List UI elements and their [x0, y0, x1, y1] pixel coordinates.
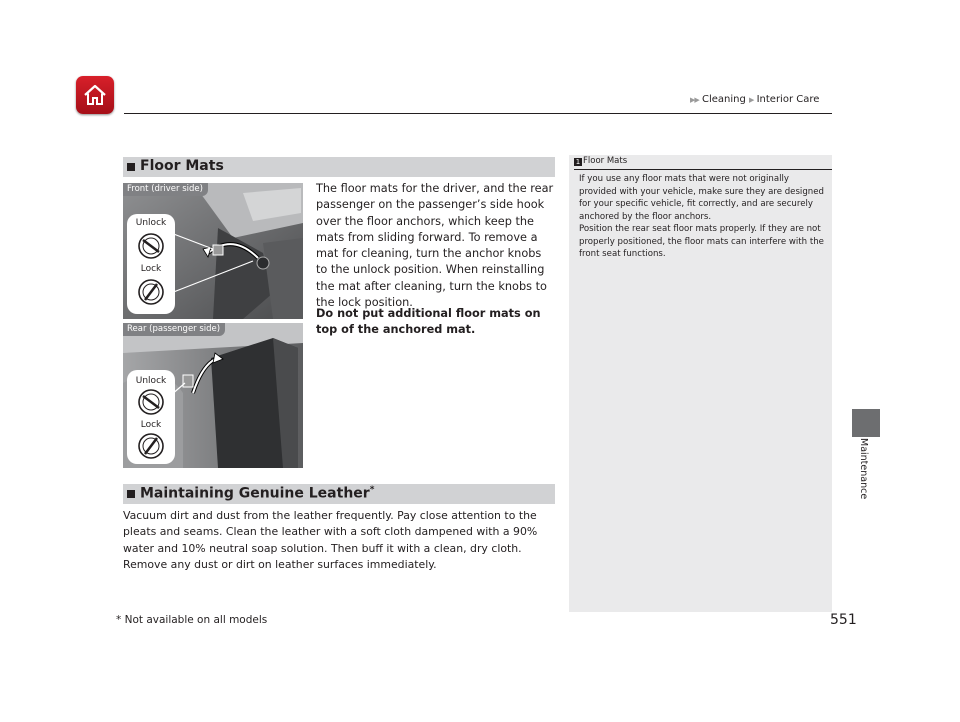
front-photo-label: Front (driver side)	[123, 183, 208, 196]
unlock-knob-icon	[137, 388, 165, 416]
floor-mats-warning: Do not put additional floor mats on top of the anchored mat.	[316, 307, 541, 337]
header-divider	[124, 113, 832, 114]
breadcrumb	[690, 94, 819, 105]
section-square-icon	[127, 163, 135, 171]
front-floor-anchor-photo	[123, 183, 303, 319]
note-reference-icon: 1	[575, 158, 581, 166]
rear-unlock-label: Unlock	[135, 376, 167, 386]
rear-lock-label: Lock	[140, 420, 162, 430]
note-body	[579, 173, 829, 261]
breadcrumb-interior-care[interactable]: Interior Care	[756, 94, 820, 105]
maintenance-tab-marker[interactable]	[852, 409, 880, 437]
front-knob-panel	[127, 214, 175, 314]
page-number: 551	[830, 612, 857, 628]
breadcrumb-cleaning[interactable]: Cleaning	[701, 94, 746, 105]
unlock-knob-icon	[137, 232, 165, 260]
floor-mats-heading-bar	[123, 157, 555, 177]
lock-knob-icon	[137, 278, 165, 306]
floor-mats-body: The floor mats for the driver, and the rear passenger on the passenger’s side hook over the floor anchors, which keep the mats from sliding forward. To remove a mat for cleaning, turn the anchor knobs to the unlock position. When reinstalling the mat after cleaning, turn the knobs to the lock position.	[316, 182, 554, 310]
note-paragraph-1: If you use any floor mats that were not originally provided with your vehicle, make sure they are designed for your specific vehicle, fit correctly, and are securely anchored by the floor anchors.	[579, 174, 824, 222]
floor-mats-heading: Floor Mats	[140, 158, 224, 174]
home-icon	[82, 82, 108, 108]
note-title: Floor Mats	[583, 156, 628, 166]
rear-floor-anchor-photo	[123, 323, 303, 468]
leather-heading-bar	[123, 484, 555, 504]
leather-body: Vacuum dirt and dust from the leather frequently. Pay close attention to the pleats and seams. Clean the leather with a soft cloth dampened with a 90% water and 10% neutral soap solution. Then buff it with a clean, dry cloth. Remove any dust or dirt on leather surfaces immediately.	[123, 509, 538, 571]
breadcrumb-arrow-icon: ▶▶	[690, 96, 699, 104]
lock-knob-icon	[137, 432, 165, 460]
breadcrumb-arrow-icon: ▶	[749, 96, 754, 104]
section-square-icon	[127, 490, 135, 498]
rear-photo-label: Rear (passenger side)	[123, 323, 225, 336]
note-paragraph-2: Position the rear seat floor mats properly. If they are not properly positioned, the floor mats can interfere with the front seat functions.	[579, 224, 824, 259]
leather-heading: Maintaining Genuine Leather*	[140, 485, 375, 502]
note-divider	[574, 169, 832, 170]
rear-knob-panel	[127, 370, 175, 464]
note-heading	[574, 156, 627, 166]
front-unlock-label: Unlock	[135, 218, 167, 228]
maintenance-tab-label: Maintenance	[858, 438, 869, 500]
home-button[interactable]	[76, 76, 114, 114]
front-lock-label: Lock	[140, 264, 162, 274]
footnote: * Not available on all models	[116, 614, 268, 626]
